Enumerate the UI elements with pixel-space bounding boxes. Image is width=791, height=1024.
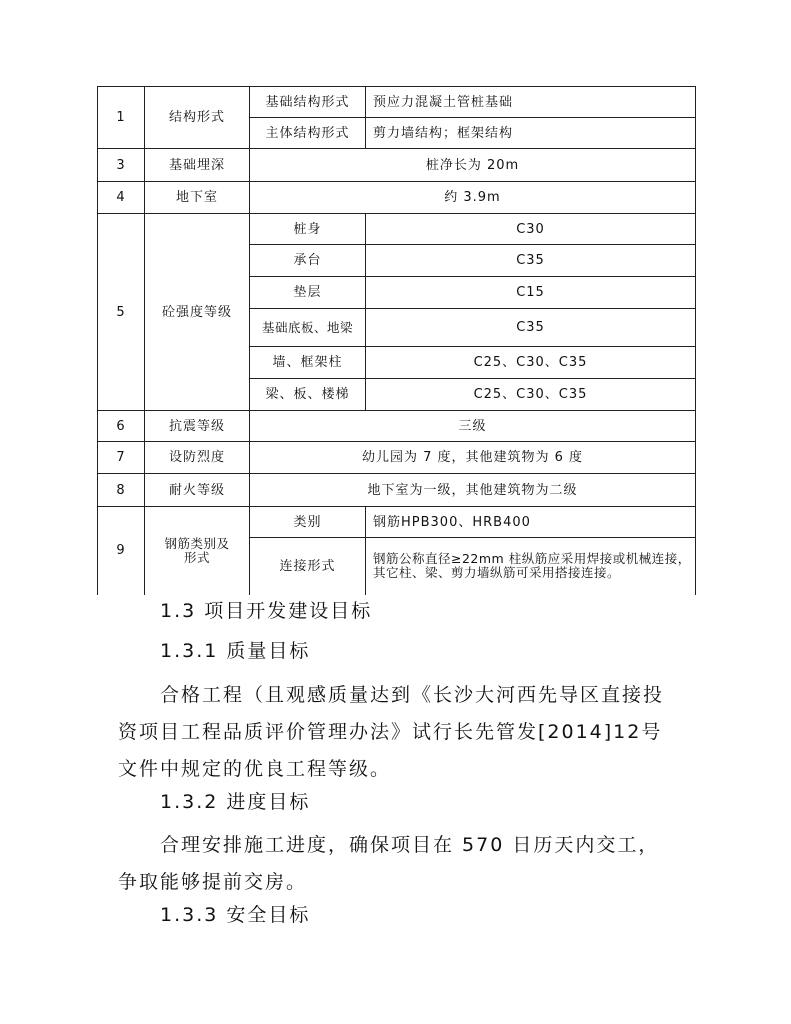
row-number: 6	[98, 411, 145, 442]
sub-item-label: 梁、板、楼梯	[250, 379, 366, 411]
table-row	[98, 149, 696, 182]
row-value: 约 3.9m	[250, 182, 696, 214]
sub-item-label: 承台	[250, 245, 366, 277]
sub-item-label: 墙、框架柱	[250, 347, 366, 379]
sub-item-label: 桩身	[250, 214, 366, 245]
row-item-name: 结构形式	[145, 87, 250, 149]
sub-item-label: 类别	[250, 507, 366, 538]
sub-item-value: 钢筋HPB300、HRB400	[366, 507, 696, 538]
section-heading-1-3-2: 1.3.2 进度目标	[160, 791, 311, 813]
table-row	[98, 442, 696, 474]
sub-item-value: C35	[366, 245, 696, 277]
table-row	[98, 182, 696, 214]
section-heading-1-3: 1.3 项目开发建设目标	[160, 600, 373, 622]
sub-item-value: 钢筋公称直径≥22mm 柱纵筋应采用焊接或机械连接，其它柱、梁、剪力墙纵筋可采用搭接连接。	[366, 538, 696, 595]
table-row	[98, 87, 696, 118]
row-value: 幼儿园为 7 度，其他建筑物为 6 度	[250, 442, 696, 474]
sub-item-value: 剪力墙结构；框架结构	[366, 118, 696, 149]
row-value: 桩净长为 20m	[250, 149, 696, 182]
row-number: 3	[98, 149, 145, 182]
sub-item-value: C25、C30、C35	[366, 379, 696, 411]
row-number: 9	[98, 507, 145, 595]
row-number: 5	[98, 214, 145, 411]
schedule-paragraph: 合理安排施工进度，确保项目在 570 日历天内交工，争取能够提前交房。	[118, 834, 660, 893]
table-row	[98, 474, 696, 507]
table-row	[98, 214, 696, 245]
row-item-name: 设防烈度	[145, 442, 250, 474]
sub-item-label: 主体结构形式	[250, 118, 366, 149]
table-row	[98, 411, 696, 442]
sub-item-value: 预应力混凝土管桩基础	[366, 87, 696, 118]
row-number: 8	[98, 474, 145, 507]
row-value: 三级	[250, 411, 696, 442]
row-item-name: 抗震等级	[145, 411, 250, 442]
sub-item-label: 基础结构形式	[250, 87, 366, 118]
row-item-name: 钢筋类别及形式	[145, 507, 250, 595]
row-item-name: 耐火等级	[145, 474, 250, 507]
section-heading-1-3-3: 1.3.3 安全目标	[160, 904, 311, 926]
row-item-name: 地下室	[145, 182, 250, 214]
sub-item-label: 基础底板、地梁	[250, 309, 366, 347]
sub-item-label: 垫层	[250, 277, 366, 309]
sub-item-value: C30	[366, 214, 696, 245]
row-item-name: 基础埋深	[145, 149, 250, 182]
sub-item-value: C35	[366, 309, 696, 347]
table-row	[98, 507, 696, 538]
row-number: 1	[98, 87, 145, 149]
structure-spec-table	[97, 86, 696, 595]
section-heading-1-3-1: 1.3.1 质量目标	[160, 640, 311, 662]
quality-paragraph: 合格工程（且观感质量达到《长沙大河西先导区直接投资项目工程品质评价管理办法》试行长先管发[2014]12号文件中规定的优良工程等级。	[118, 684, 665, 780]
row-number: 4	[98, 182, 145, 214]
sub-item-value: C25、C30、C35	[366, 347, 696, 379]
row-value: 地下室为一级，其他建筑物为二级	[250, 474, 696, 507]
sub-item-label: 连接形式	[250, 538, 366, 595]
row-item-name: 砼强度等级	[145, 214, 250, 411]
sub-item-value: C15	[366, 277, 696, 309]
row-number: 7	[98, 442, 145, 474]
